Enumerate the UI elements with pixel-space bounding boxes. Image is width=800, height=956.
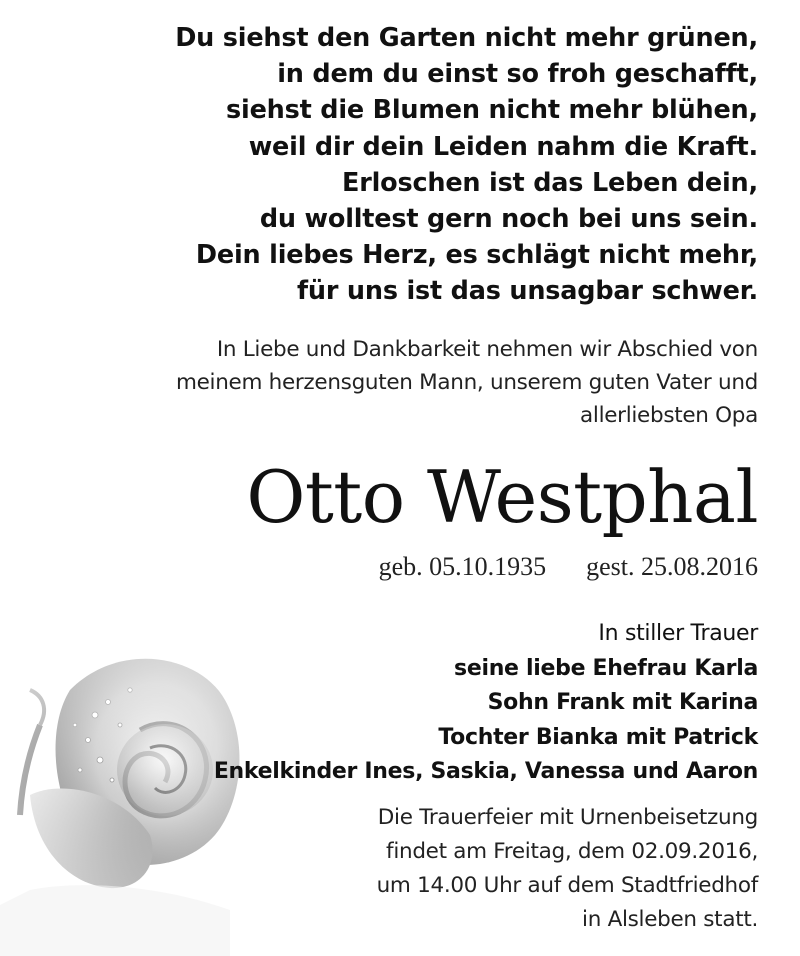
death-date: gest. 25.08.2016	[586, 552, 758, 581]
mourners	[214, 617, 758, 790]
farewell-intro	[176, 333, 758, 432]
mourner-line: seine liebe Ehefrau Karla	[454, 655, 758, 681]
poem-line: Dein liebes Herz, es schlägt nicht mehr,	[195, 240, 758, 271]
poem-line: weil dir dein Leiden nahm die Kraft.	[248, 131, 758, 162]
funeral-line: in Alsleben statt.	[582, 907, 758, 932]
poem-line: für uns ist das unsagbar schwer.	[297, 276, 758, 307]
life-dates	[379, 550, 758, 584]
intro-line: In Liebe und Dankbarkeit nehmen wir Abschied von	[216, 337, 758, 362]
poem-line: siehst die Blumen nicht mehr blühen,	[226, 95, 758, 126]
deceased-name: Otto Westphal	[246, 455, 758, 539]
poem-line: du wolltest gern noch bei uns sein.	[259, 204, 758, 235]
intro-line: allerliebsten Opa	[580, 403, 758, 428]
mourner-line: Tochter Bianka mit Patrick	[438, 724, 758, 750]
mourners-heading: In stiller Trauer	[598, 621, 758, 646]
poem-line: Erloschen ist das Leben dein,	[342, 167, 758, 198]
birth-date: geb. 05.10.1935	[378, 552, 547, 581]
funeral-line: Die Trauerfeier mit Urnenbeisetzung	[377, 805, 758, 830]
intro-line: meinem herzensguten Mann, unserem guten Vater und	[175, 370, 758, 395]
mourner-line: Sohn Frank mit Karina	[487, 690, 758, 715]
poem-line: in dem du einst so froh geschafft,	[277, 59, 758, 90]
funeral-line: findet am Freitag, dem 02.09.2016,	[386, 839, 758, 864]
funeral-line: um 14.00 Uhr auf dem Stadtfriedhof	[376, 873, 758, 898]
funeral-info	[377, 801, 758, 937]
poem	[175, 20, 758, 310]
poem-line: Du siehst den Garten nicht mehr grünen,	[175, 23, 758, 53]
mourner-line: Enkelkinder Ines, Saskia, Vanessa und Aaron	[213, 759, 758, 784]
